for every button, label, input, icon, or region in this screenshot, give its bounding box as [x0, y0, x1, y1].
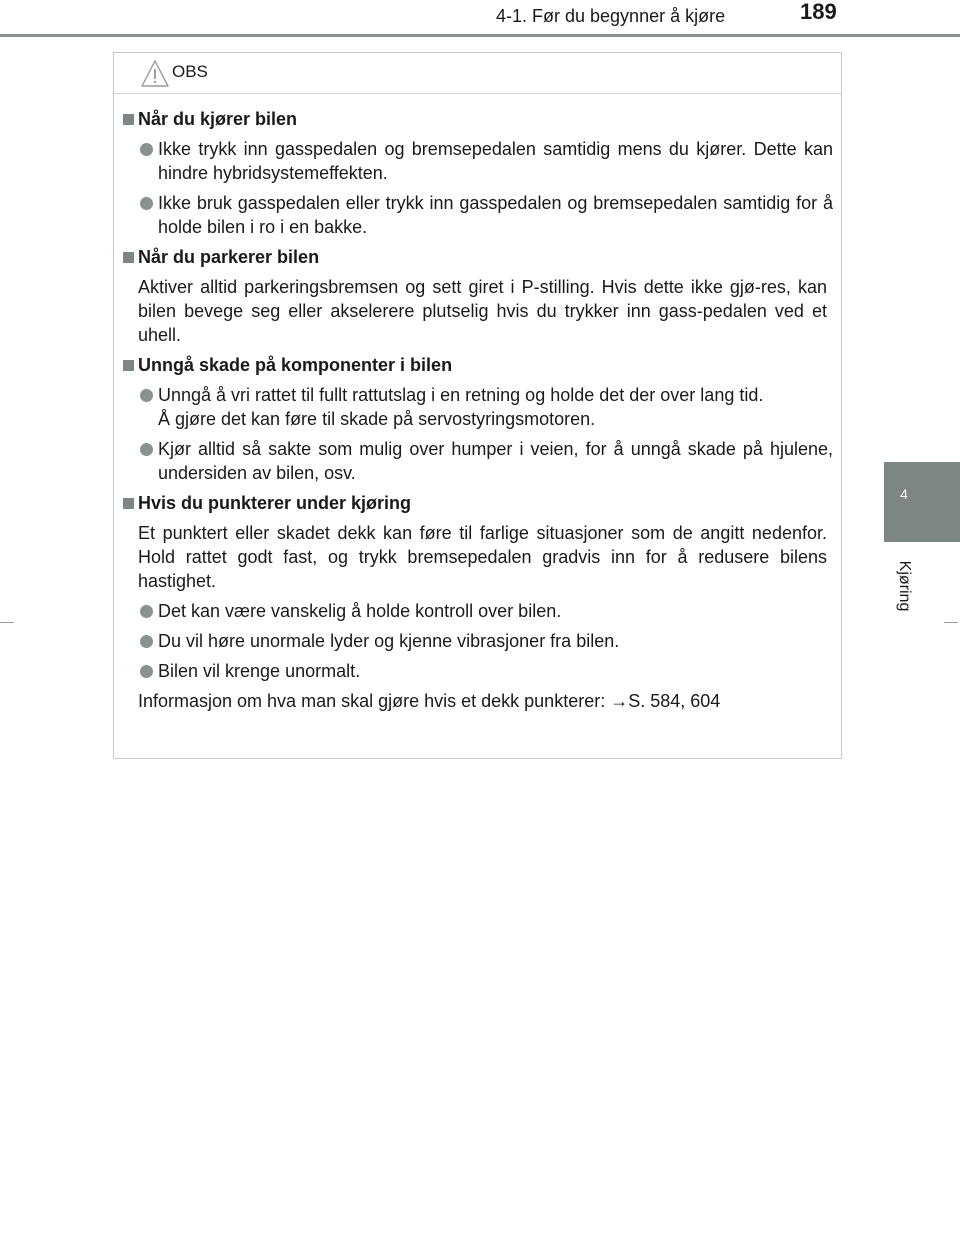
square-bullet-icon: [123, 360, 134, 371]
obs-caution-box: [113, 52, 842, 759]
list-item: [114, 659, 841, 683]
list-item: [114, 437, 841, 485]
list-item-text: Du vil høre unormale lyder og kjenne vibrasjoner fra bilen.: [158, 631, 620, 651]
section-title-driving: [114, 107, 841, 133]
page-reference: Informasjon om hva man skal gjøre hvis et dekk punkterer: →S. 584, 604: [138, 691, 721, 711]
round-bullet-icon: [140, 635, 153, 648]
section-paragraph: Et punktert eller skadet dekk kan føre til farlige situasjoner som de angitt nedenfor. Hold rattet godt fast, og trykk bremsepedalen gradvis inn for å redusere bilens hastighet.: [138, 523, 827, 591]
round-bullet-icon: [140, 443, 153, 456]
header-section-title: 4-1. Før du begynner å kjøre: [496, 6, 726, 26]
section-title-text: Når du kjører bilen: [138, 109, 298, 129]
obs-header: [114, 53, 841, 94]
section-title-parking: [114, 245, 841, 271]
list-item-text: Det kan være vanskelig å holde kontroll over bilen.: [158, 601, 562, 621]
round-bullet-icon: [140, 197, 153, 210]
round-bullet-icon: [140, 389, 153, 402]
crop-mark-left: [0, 622, 14, 623]
round-bullet-icon: [140, 605, 153, 618]
list-item: [114, 137, 841, 185]
list-item: [114, 383, 841, 431]
section-title-text: Unngå skade på komponenter i bilen: [138, 355, 453, 375]
round-bullet-icon: [140, 665, 153, 678]
list-item-text: Kjør alltid så sakte som mulig over humper i veien, for å unngå skade på hjulene, undersiden av bilen, osv.: [158, 439, 833, 483]
crop-mark-right: [944, 622, 958, 623]
list-item-text: Ikke trykk inn gasspedalen og bremsepedalen samtidig mens du kjører. Dette kan hindre hybridsystemeffekten.: [158, 139, 833, 183]
section-title-text: Når du parkerer bilen: [138, 247, 320, 267]
chapter-tab-number: 4: [900, 486, 908, 502]
obs-title: OBS: [172, 62, 208, 81]
section-title-text: Hvis du punkterer under kjøring: [138, 493, 412, 513]
list-item: [114, 191, 841, 239]
square-bullet-icon: [123, 498, 134, 509]
square-bullet-icon: [123, 252, 134, 263]
list-item-continuation: Å gjøre det kan føre til skade på servostyringsmotoren.: [158, 409, 596, 429]
list-item: [114, 599, 841, 623]
warning-triangle-icon: [140, 59, 170, 89]
list-item-text: Unngå å vri rattet til fullt rattutslag i en retning og holde det der over lang tid.: [158, 385, 764, 405]
section-paragraph: Aktiver alltid parkeringsbremsen og sett giret i P-stilling. Hvis dette ikke gjø-res, kan bilen bevege seg eller akselerere plutselig hvis du trykker inn gass-pedalen ved et uhell.: [138, 277, 827, 345]
header-rule: [0, 34, 960, 37]
list-item-text: Bilen vil krenge unormalt.: [158, 661, 361, 681]
obs-content: [114, 107, 841, 719]
round-bullet-icon: [140, 143, 153, 156]
page-number: 189: [800, 0, 837, 24]
chapter-tab-label: Kjøring: [896, 560, 913, 612]
list-item-text: Ikke bruk gasspedalen eller trykk inn gasspedalen og bremsepedalen samtidig for å holde bilen i ro i en bakke.: [158, 193, 833, 237]
list-item: [114, 629, 841, 653]
square-bullet-icon: [123, 114, 134, 125]
section-title-puncture: [114, 491, 841, 517]
section-title-component-damage: [114, 353, 841, 379]
